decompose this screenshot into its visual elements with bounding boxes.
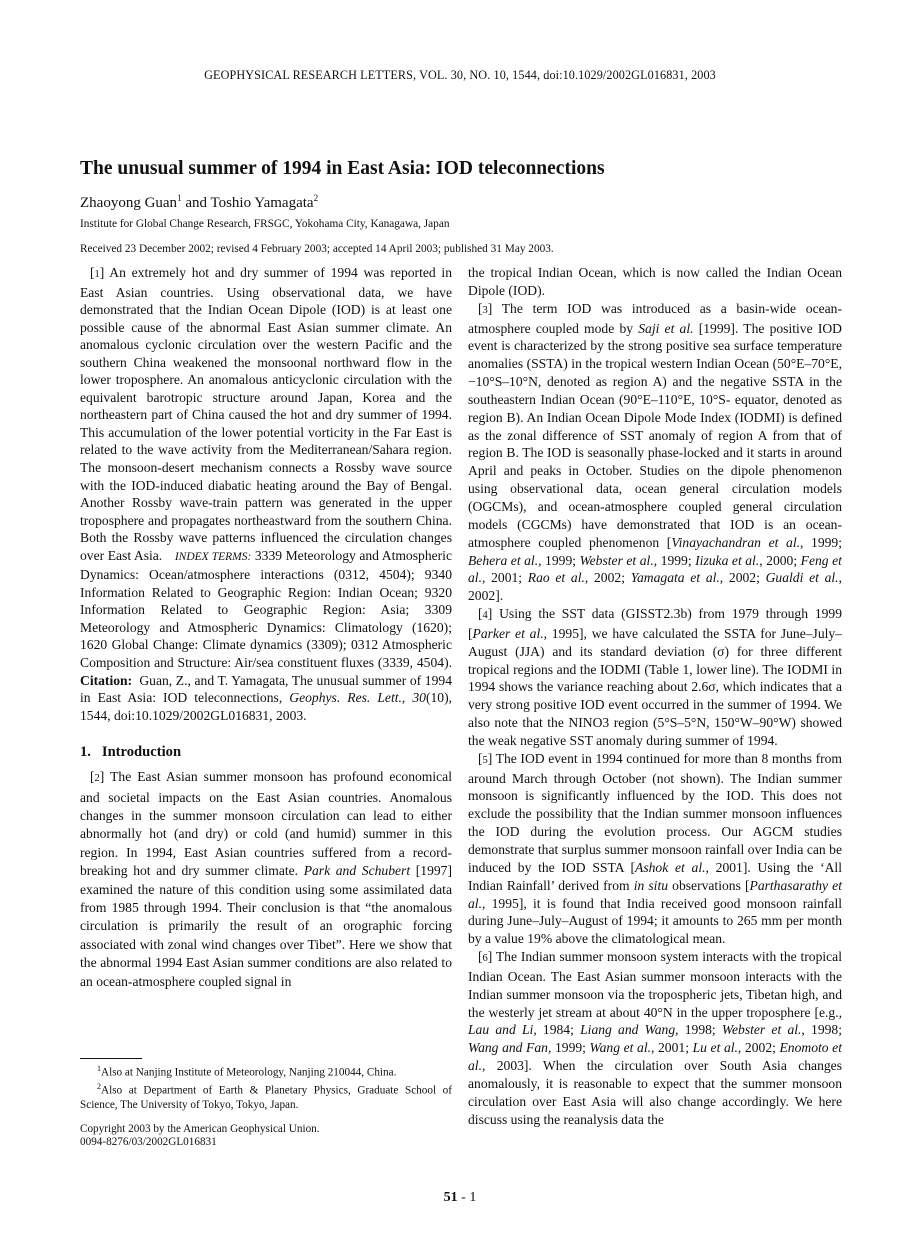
italic-text: Wang et al. xyxy=(589,1040,651,1056)
issn-line: 0094-8276/03/2002GL016831 xyxy=(80,1136,217,1149)
italic-text: Webster et al. xyxy=(579,552,654,568)
text-run: , 1999; xyxy=(800,534,842,550)
text-run: , xyxy=(401,690,413,706)
text-run: , 2001; xyxy=(481,570,528,586)
italic-text: Parthasarathy et al. xyxy=(468,877,842,911)
paragraph-text xyxy=(468,301,842,604)
index-terms-label: INDEX TERMS: xyxy=(165,550,252,563)
copyright-notice xyxy=(80,1123,452,1150)
text-run: , 2001; xyxy=(651,1040,693,1056)
paragraph-number: 1 xyxy=(94,269,100,280)
text-run: , 1984; xyxy=(533,1022,581,1038)
italic-text: Lu et al. xyxy=(692,1040,738,1056)
text-run: [1999]. The positive IOD event is characterized by the strong positive sea surface temperature anomalies (SSTA) in the tropical western Indian Ocean (50°E–70°E, −10°S–10°N, denoted as region A) and the negative SSTA in the southeastern Indian Ocean (90°E–110°E, 10°S- equator, denoted as region B). An Indian Ocean Dipole Mode Index (IODMI) is defined as the zonal difference of SST anomaly of region A from that of region B. The IOD is seasonally phase-locked and it starts in around April and peaks in October. Studies on the dipole phenomenon using observational data, ocean general circulation models (OGCMs), and ocean-atmosphere coupled general circulation models (CGCMs) have demonstrated that IOD is an ocean-atmosphere coupled phenomenon [ xyxy=(468,320,842,550)
section-heading: 1. Introduction xyxy=(80,744,182,761)
paragraph-text xyxy=(80,265,452,723)
italic-text: Liang and Wang xyxy=(580,1022,676,1038)
text-run: Guan, Z., and T. Yamagata, The unusual summer of 1994 in East Asia: IOD teleconnections, xyxy=(80,672,452,706)
body-paragraph: [4] Using the SST data (GISST2.3b) from 1979 through 1999 [Parker et al., 1995], we have calculated the SSTA for June–July–August (JJA) and its standard deviation (σ) for three different tropical regions and the IODMI (Table 1, lower line). The IODMI in 1994 shows the variance reaching about 2.6σ, which indicates that a very strong positive IOD event occurred in the summer of 1994. We also note that the NINO3 region (5°S–5°N, 150°W–90°W) showed the weak negative SST anomaly during summer of 1994. xyxy=(468,606,842,748)
text-run: , 2002; xyxy=(737,1040,780,1056)
text-run: , 1995], it is found that India received good monsoon rainfall during June–July–August of 1994; it amounts to 265 mm per month by a value 19% above the climatological mean. xyxy=(468,895,842,947)
italic-text: 30 xyxy=(412,690,426,706)
footnote-mark: 1 xyxy=(97,1064,101,1073)
italic-text: Vinayachandran et al. xyxy=(671,534,800,550)
italic-text: Geophys. Res. Lett. xyxy=(289,690,402,706)
text-run: , 1995], we have calculated the SSTA for June–July–August (JJA) and its standard deviation (σ) for three different tropical regions and the IODMI (Table 1, lower line). The IODMI in 1994 shows the variance reaching about 2.6σ, which indicates that a very strong positive IOD event occurred in the summer of 1994. We also note that the NINO3 region (5°S–5°N, 150°W–90°W) showed the weak negative SST anomaly during summer of 1994. xyxy=(468,625,842,748)
paragraph-number: 3 xyxy=(482,304,488,316)
page-number-main: 51 xyxy=(443,1190,458,1205)
text-run: , 1998; xyxy=(675,1022,722,1038)
left-column xyxy=(80,264,452,991)
text-run: observations [ xyxy=(668,877,750,893)
author-joiner: and xyxy=(181,195,211,211)
running-head: GEOPHYSICAL RESEARCH LETTERS, VOL. 30, NO. 10, 1544, doi:10.1029/2002GL016831, 2003 xyxy=(204,68,716,82)
text-run: the tropical Indian Ocean, which is now called the Indian Ocean Dipole (IOD). xyxy=(468,265,842,298)
text-run: The IOD event in 1994 continued for more than 8 months from around March through October (not shown). The Indian summer monsoon is significantly influenced by the IOD. This does not exclude the possibility that the Indian summer monsoon influences the IOD during the evolution process. Our AGCM studies demonstrate that surplus summer monsoon rainfall over India can be induced by the IOD SSTA [ xyxy=(468,750,842,875)
paragraph-text xyxy=(468,265,842,298)
italic-text: Yamagata et al. xyxy=(630,570,720,586)
footnote-rule xyxy=(80,1058,142,1059)
text-run: An extremely hot and dry summer of 1994 was reported in East Asian countries. Using observational data, we have demonstrated that the Indian Ocean Dipole (IOD) is at least one possible cause of the abnormal East Asian summer climate. An anomalous cyclonic circulation over the western Pacific and the southern China weakened the monsoonal northward flow in the lower troposphere. An anomalous anticyclonic circulation with the equivalent barotropic structure around Japan, Korea and the northeastern part of China caused the hot and dry summer of 1994. This accumulation of the lower potential vorticity in the Far East is related to the wave activity from the Mediterranean/Sahara region. The monsoon-desert mechanism connects a Rossby wave source with the IOD-induced diabatic heating around the Bay of Bengal. Another Rossby wave-train pattern was generated in the upper troposphere and propagates northeastward from the southern China. Both the Rossby wave patterns influenced the circulation changes over East Asia. xyxy=(80,265,452,563)
body-paragraph-continued xyxy=(468,264,842,300)
footnotes xyxy=(80,1058,452,1150)
text-run: , 2002; xyxy=(584,570,631,586)
paragraph-text xyxy=(80,769,452,988)
author-affiliation-mark: 2 xyxy=(313,193,319,203)
italic-text: Iizuka et al. xyxy=(695,552,760,568)
paragraph-number: 2 xyxy=(94,773,100,785)
text-run: , 1998; xyxy=(801,1022,842,1038)
footnote xyxy=(80,1062,452,1080)
italic-text: Parker et al. xyxy=(472,625,544,641)
affiliation: Institute for Global Change Research, FRSGC, Yokohama City, Kanagawa, Japan xyxy=(80,218,450,230)
italic-text: Wang and Fan xyxy=(468,1040,548,1056)
body-paragraph: [3] The term IOD was introduced as a basin-wide ocean-atmosphere coupled mode by Saji et al. [1999]. The positive IOD event is characterized by the strong positive sea surface temperature anomalies (SSTA) in the tropical western Indian Ocean (50°E–70°E, −10°S–10°N, denoted as region A) and the negative SSTA in the southeastern Indian Ocean (90°E–110°E, 10°S- equator, denoted as region B). An Indian Ocean Dipole Mode Index (IODMI) is defined as the zonal difference of SST anomaly of region A from that of region B. The IOD is seasonally phase-locked and it starts in around April and peaks in October. Studies on the dipole phenomenon using observational data, ocean general circulation models (OGCMs), and ocean-atmosphere coupled general circulation models (CGCMs) have demonstrated that IOD is an ocean-atmosphere coupled phenomenon [Vinayachandran et al., 1999; Behera et al., 1999; Webster et al., 1999; Iizuka et al., 2000; Feng et al., 2001; Rao et al., 2002; Yamagata et al., 2002; Gualdi et al., 2002]. xyxy=(468,300,842,604)
footnote-text: Also at Nanjing Institute of Meteorology, Nanjing 210044, China. xyxy=(101,1066,397,1079)
paragraph-number: 5 xyxy=(482,754,488,766)
italic-text: Park and Schubert xyxy=(303,863,411,879)
paper-title: The unusual summer of 1994 in East Asia: IOD teleconnections xyxy=(80,158,605,179)
text-run: [1997] examined the nature of this condition using some assimilated data from 1985 through 1994. Their conclusion is that “the anomalous circulation is primarily the result of an orographic forcing associated with zonal wind changes over Tibet”. Here we show that the abnormal 1994 East Asian summer conditions are also related to an ocean-atmosphere coupled signal in xyxy=(80,863,453,989)
italic-text: Enomoto et al. xyxy=(468,1040,842,1074)
page-number xyxy=(0,1190,920,1206)
abstract: [1] An extremely hot and dry summer of 1994 was reported in East Asian countries. Using observational data, we have demonstrated that the Indian Ocean Dipole (IOD) is at least one possible cause of the abnormal East Asian summer climate. An anomalous cyclonic circulation over the western Pacific and the southern China weakened the monsoonal northward flow in the lower troposphere. An anomalous anticyclonic circulation with the equivalent barotropic structure around Japan, Korea and the northeastern part of China caused the hot and dry summer of 1994. This accumulation of the lower potential vorticity in the Far East is related to the wave activity from the Mediterranean/Sahara region. The monsoon-desert mechanism connects a Rossby wave source with the IOD-induced diabatic heating around the Bay of Bengal. Another Rossby wave-train pattern was generated in the upper troposphere and propagates northeastward from the southern China. Both the Rossby wave patterns influenced the circulation changes over East Asia. INDEX TERMS: 3339 Meteorology and Atmospheric Dynamics: Ocean/atmosphere interactions (0312, 4504); 9340 Information Related to Geographic Region: Indian Ocean; 9320 Information Related to Geographic Region: Asia; 3309 Meteorology and Atmospheric Dynamics: Climatology (1620); 1620 Global Change: Climate dynamics (3309); 0312 Atmospheric Composition and Structure: Air/sea constituent fluxes (3339, 4504). Citation: Guan, Z., and T. Yamagata, The unusual summer of 1994 in East Asia: IOD teleconnections, Geophys. Res. Lett., 30(10), 1544, doi:10.1029/2002GL016831, 2003. xyxy=(80,265,452,723)
copyright-line: Copyright 2003 by the American Geophysical Union. xyxy=(80,1122,320,1135)
text-run: (10), 1544, doi:10.1029/2002GL016831, 2003. xyxy=(80,690,452,723)
text-run: , 2000; xyxy=(759,552,801,568)
paragraph-text xyxy=(468,949,842,1127)
page-number-separator: - xyxy=(457,1190,470,1205)
text-run: The East Asian summer monsoon has profound economical and societal impacts on the East Asian countries. Anomalous changes in the summer monsoon circulation can lead to either abnormally hot (and dry) or cold (and humid) summer in this region. In 1994, East Asian countries suffered from a record-breaking hot and dry summer climate. xyxy=(80,769,452,879)
paragraph-number: 6 xyxy=(482,953,488,965)
italic-text: in situ xyxy=(633,877,669,893)
text-run: Using the SST data (GISST2.3b) from 1979 through 1999 [ xyxy=(468,606,842,641)
author-name: Toshio Yamagata xyxy=(210,195,314,211)
text-run: , 1999; xyxy=(653,552,696,568)
italic-text: Webster et al. xyxy=(721,1022,802,1038)
text-run: The term IOD was introduced as a basin-wide ocean-atmosphere coupled mode by xyxy=(468,300,842,336)
text-run: , 2002]. xyxy=(468,570,842,604)
text-run: , 1999; xyxy=(538,552,580,568)
page-number-sub: 1 xyxy=(469,1190,477,1205)
paragraph-text xyxy=(468,751,842,946)
received-dates: Received 23 December 2002; revised 4 February 2003; accepted 14 April 2003; published 31 May 2003. xyxy=(80,243,554,255)
right-column xyxy=(468,264,842,1129)
footnote-mark: 2 xyxy=(97,1082,101,1092)
text-run: , 2001]. Using the ‘All Indian Rainfall’ derived from xyxy=(468,859,842,893)
body-paragraph: [6] The Indian summer monsoon system interacts with the tropical Indian Ocean. The East Asian summer monsoon interacts with the Indian summer monsoon via the tropospheric jets, Tibetan high, and the westerly jet stream at about 40°N in the upper troposphere [e.g., Lau and Li, 1984; Liang and Wang, 1998; Webster et al., 1998; Wang and Fan, 1999; Wang et al., 2001; Lu et al., 2002; Enomoto et al., 2003]. When the circulation over South Asia changes anomalously, it is reasonable to expect that the summer monsoon circulation over East Asia will also change accordingly. We here discuss using the reanalysis data the xyxy=(468,949,842,1127)
italic-text: Ashok et al. xyxy=(635,859,706,875)
italic-text: Lau and Li xyxy=(468,1022,534,1038)
text-run: The Indian summer monsoon system interacts with the tropical Indian Ocean. The East Asian summer monsoon interacts with the Indian summer monsoon via the tropospheric jets, Tibetan high, and the westerly jet stream at about 40°N in the upper troposphere [e.g., xyxy=(468,949,842,1020)
author-name: Zhaoyong Guan xyxy=(80,195,178,211)
footnote xyxy=(80,1080,452,1113)
text-run: 3339 Meteorology and Atmospheric Dynamics: Ocean/atmosphere interactions (0312, 4504); 9340 Information Related to Geographic Region: Indian Ocean; 9320 Information Related to Geographic Region: Asia; 3309 Meteorology and Atmospheric Dynamics: Climatology (1620); 1620 Global Change: Climate dynamics (3309); 0312 Atmospheric Composition and Structure: Air/sea constituent fluxes (3339, 4504). xyxy=(80,547,452,671)
author-affiliation-mark: 1 xyxy=(177,193,182,203)
paragraph-number: 4 xyxy=(482,610,488,622)
author-list xyxy=(80,193,318,212)
italic-text: Gualdi et al. xyxy=(765,570,839,586)
italic-text: Rao et al. xyxy=(527,570,585,586)
body-paragraph: [5] The IOD event in 1994 continued for more than 8 months from around March through October (not shown). The Indian summer monsoon is significantly influenced by the IOD. This does not exclude the possibility that the Indian summer monsoon influences the IOD during the evolution process. Our AGCM studies demonstrate that surplus summer monsoon rainfall over India can be induced by the IOD SSTA [Ashok et al., 2001]. Using the ‘All Indian Rainfall’ derived from in situ observations [Parthasarathy et al., 1995], it is found that India received good monsoon rainfall during June–July–August of 1994; it amounts to 265 mm per month by a value 19% above the climatological mean. xyxy=(468,750,842,947)
paragraph-text xyxy=(468,606,842,748)
text-run: , 2003]. When the circulation over South Asia changes anomalously, it is reasonable to expect that the summer monsoon circulation over East Asia will also change accordingly. We here discuss using the reanalysis data the xyxy=(468,1058,842,1127)
italic-text: Feng et al. xyxy=(468,552,842,586)
italic-text: Saji et al. xyxy=(638,320,694,336)
text-run: , 2002; xyxy=(719,570,766,586)
italic-text: Behera et al. xyxy=(468,552,539,568)
bold-text: Citation: xyxy=(80,672,133,688)
text-run: , 1999; xyxy=(547,1040,590,1056)
body-paragraph: [2] The East Asian summer monsoon has profound economical and societal impacts on the East Asian countries. Anomalous changes in the summer monsoon circulation can lead to either abnormally hot (and dry) or cold (and humid) summer in this region. In 1994, East Asian countries suffered from a record-breaking hot and dry summer climate. Park and Schubert [1997] examined the nature of this condition using some assimilated data from 1985 through 1994. Their conclusion is that “the anomalous circulation is primarily the result of an orographic forcing associated with zonal wind changes over Tibet”. Here we show that the abnormal 1994 East Asian summer conditions are also related to an ocean-atmosphere coupled signal in xyxy=(80,769,453,989)
footnote-text: Also at Department of Earth & Planetary Physics, Graduate School of Science, The University of Tokyo, Tokyo, Japan. xyxy=(80,1084,452,1112)
